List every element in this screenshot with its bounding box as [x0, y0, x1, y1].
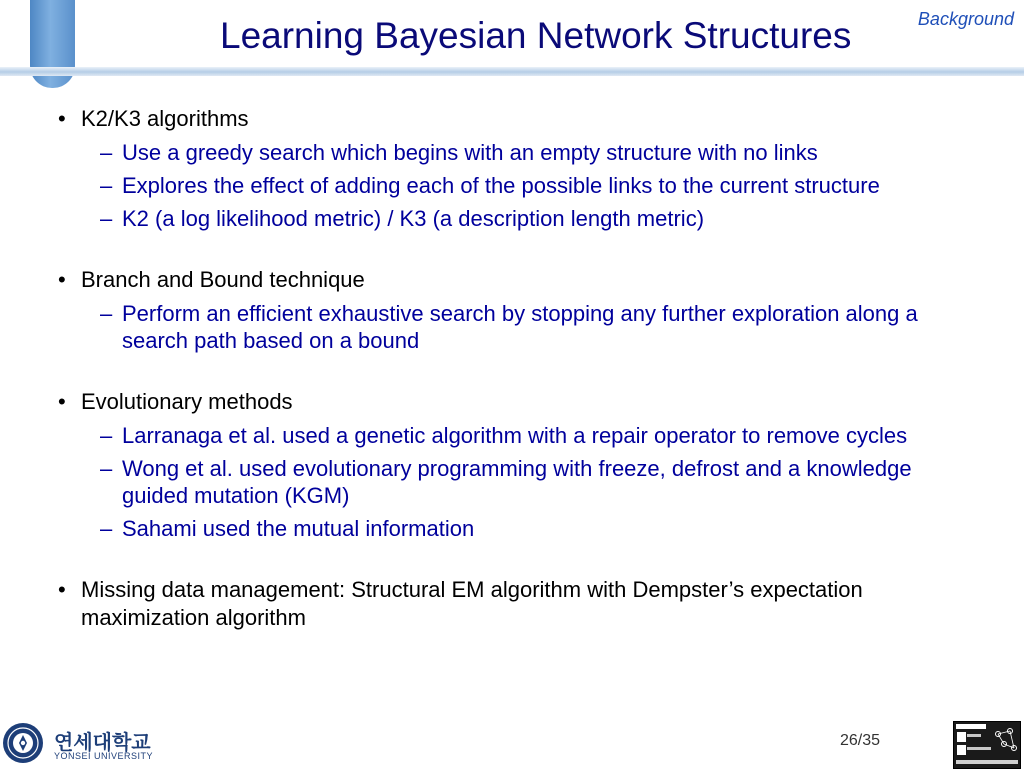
soft-computing-logo-icon: [954, 722, 1020, 768]
bullet-text: Branch and Bound technique: [81, 267, 365, 292]
university-logo: [2, 722, 152, 764]
sub-item: [100, 515, 968, 542]
bullet-item: [58, 266, 968, 294]
bullet-icon: •: [58, 577, 66, 602]
bullet-item: [58, 105, 968, 133]
sub-item: [100, 422, 968, 449]
sub-item-text: K2 (a log likelihood metric) / K3 (a description length metric): [122, 206, 705, 231]
slide-content: [58, 105, 968, 638]
spacer: [58, 548, 968, 576]
dash-icon: –: [100, 301, 113, 326]
university-seal-icon: [2, 722, 44, 764]
bullet-icon: •: [58, 106, 66, 131]
page-number: 26/35: [840, 732, 881, 749]
university-name-english: YONSEI UNIVERSITY: [54, 751, 154, 761]
bullet-icon: •: [58, 389, 66, 414]
sub-item: [100, 205, 968, 232]
lab-logo: [953, 721, 1021, 769]
slide-title: Learning Bayesian Network Structures: [220, 15, 852, 56]
title-underline-bar: [0, 67, 1024, 76]
sub-item: [100, 172, 968, 199]
spacer: [58, 238, 968, 266]
sub-item-text: Perform an efficient exhaustive search by stopping any further exploration along a search path based on a bound: [122, 301, 918, 353]
sub-item-text: Use a greedy search which begins with an empty structure with no links: [122, 140, 818, 165]
dash-icon: –: [100, 516, 113, 541]
section-label: Background: [917, 9, 1014, 29]
bullet-text: Missing data management: Structural EM algorithm with Dempster’s expectation maximization algorithm: [81, 577, 863, 630]
dash-icon: –: [100, 173, 113, 198]
bullet-text: Evolutionary methods: [81, 389, 293, 414]
dash-icon: –: [100, 423, 113, 448]
sub-item: [100, 300, 968, 354]
bullet-item: [58, 576, 968, 632]
sub-item: [100, 455, 968, 509]
bullet-item: [58, 388, 968, 416]
sub-item-text: Sahami used the mutual information: [122, 516, 475, 541]
sub-item-text: Explores the effect of adding each of the possible links to the current structure: [122, 173, 880, 198]
dash-icon: –: [100, 456, 113, 481]
dash-icon: –: [100, 206, 113, 231]
university-name-korean: 연세대학교: [54, 730, 151, 754]
dash-icon: –: [100, 140, 113, 165]
bullet-text: K2/K3 algorithms: [81, 106, 249, 131]
sub-item-text: Wong et al. used evolutionary programming with freeze, defrost and a knowledge guided mutation (KGM): [122, 456, 912, 508]
sub-item-text: Larranaga et al. used a genetic algorithm with a repair operator to remove cycles: [122, 423, 908, 448]
spacer: [58, 360, 968, 388]
bullet-icon: •: [58, 267, 66, 292]
sub-item: [100, 139, 968, 166]
